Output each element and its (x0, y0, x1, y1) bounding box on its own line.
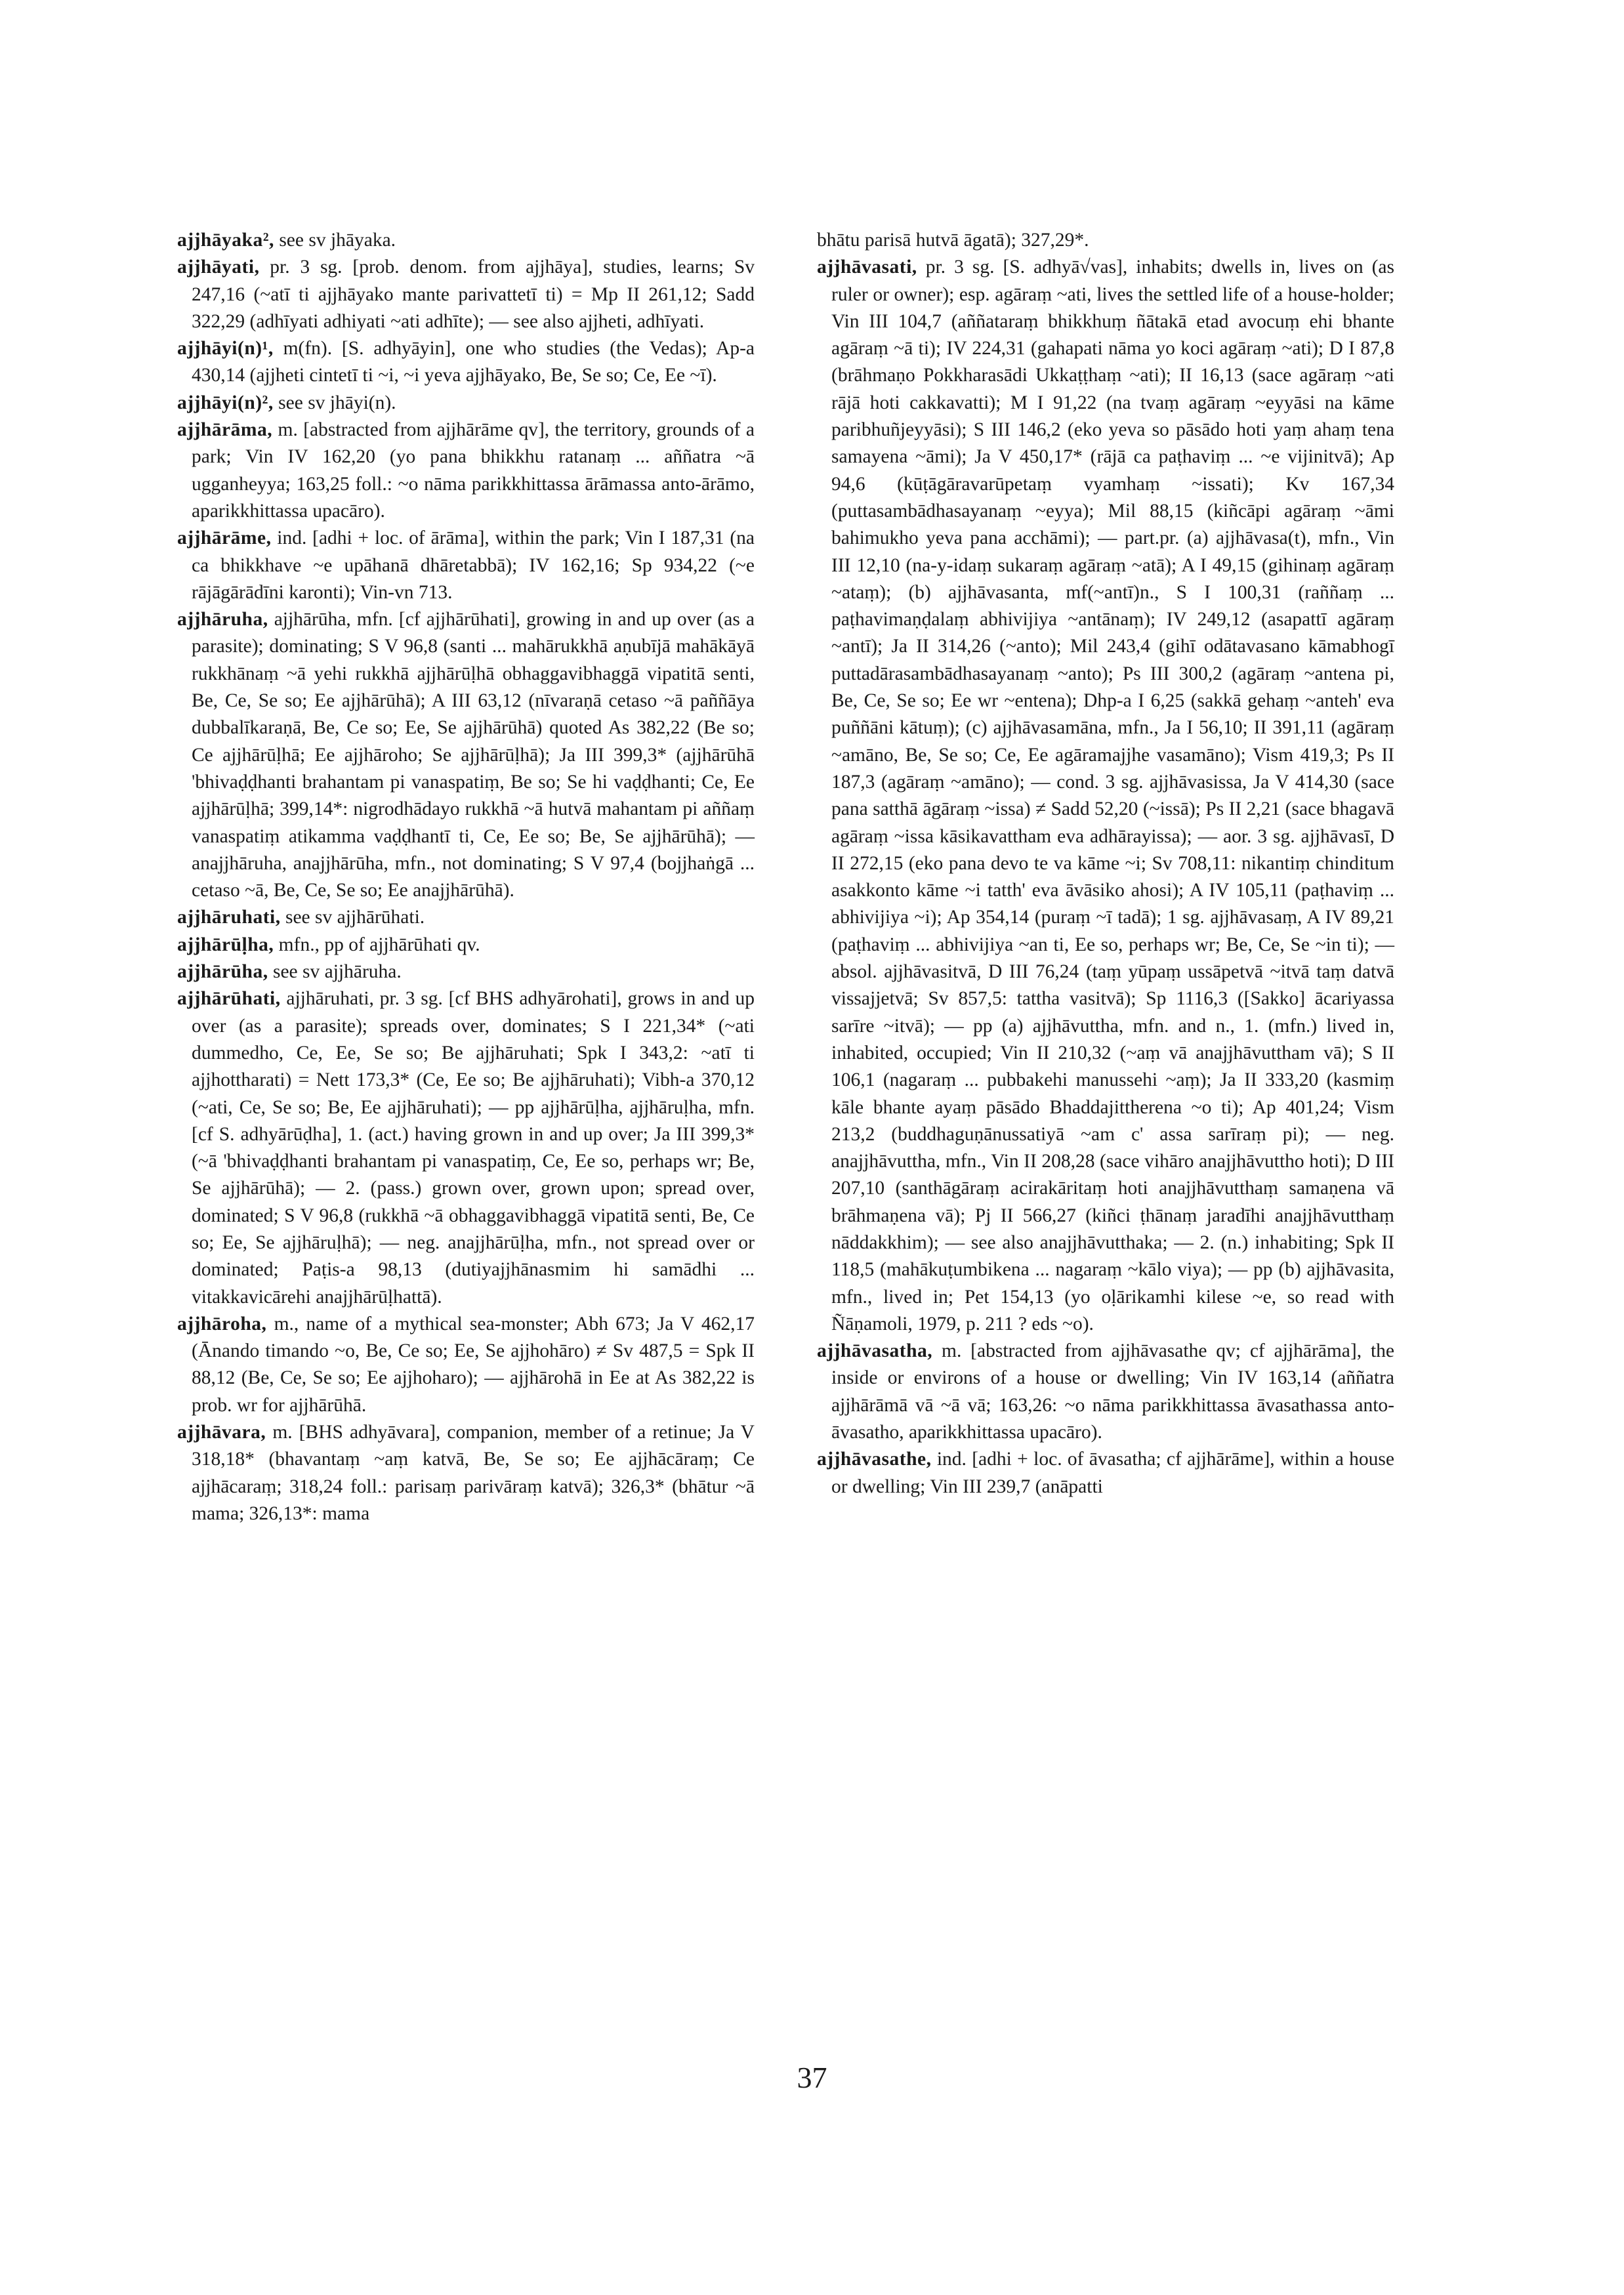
entry-text: m(fn). [S. adhyāyin], one who studies (the Vedas); Ap-a 430,14 (ajjheti cintetī ti ~i, ~i yeva ajjhāyako, Be, Se so; Ce, Ee ~ī). (192, 338, 755, 386)
entry-text: bhātu parisā hutvā āgatā); 327,29*. (817, 230, 1089, 251)
entry-text: see sv ajjhārūhati. (280, 907, 425, 928)
headword: ajjhāruhati, (177, 907, 281, 928)
dictionary-entry (177, 254, 755, 335)
entry-text: see sv jhāyi(n). (273, 392, 396, 413)
left-column (177, 227, 755, 1527)
headword: ajjhārūḷha, (177, 934, 274, 955)
headword: ajjhāroha, (177, 1313, 267, 1334)
headword: ajjhāvasati, (817, 257, 917, 278)
dictionary-entry (817, 1338, 1394, 1446)
right-column (817, 227, 1394, 1500)
dictionary-entry (177, 1311, 755, 1419)
entry-text: m. [BHS adhyāvara], companion, member of a retinue; Ja V 318,18* (bhavantaṃ ~aṃ katvā, Be, Se so; Ee ajjhācāraṃ; Ce ajjhācaraṃ; 318,24 foll.: parisaṃ parivāraṃ katvā); 326,3* (bhātur ~ā mama; 326,13*: mama (192, 1422, 755, 1524)
entry-text: mfn., pp of ajjhārūhati qv. (274, 934, 480, 955)
dictionary-entry (177, 606, 755, 904)
dictionary-entry (177, 390, 755, 417)
entry-text: m., name of a mythical sea-monster; Abh 673; Ja V 462,17 (Ānando timando ~o, Be, Ce so; Ee, Se ajjhohāro) ≠ Sv 487,5 = Spk II 88,12 (Be, Ce, Se so; Ee ajjhoharo); — ajjhārohā in Ee at As 382,22 is prob. wr for ajjhārūhā. (192, 1313, 755, 1416)
headword: ajjhāyi(n)², (177, 392, 274, 413)
headword: ajjhārāma, (177, 419, 273, 441)
entry-text: ind. [adhi + loc. of ārāma], within the park; Vin I 187,31 (na ca bhikkhave ~e upāhanā dhāretabbā); IV 162,16; Sp 934,22 (~e rājāgārādīni karonti); Vin-vn 713. (192, 527, 755, 603)
dictionary-entry (177, 417, 755, 525)
headword: ajjhāvasatha, (817, 1340, 933, 1362)
dictionary-entry (177, 335, 755, 390)
entry-text: m. [abstracted from ajjhārāme qv], the territory, grounds of a park; Vin IV 162,20 (yo pana bhikkhu ratanaṃ ... aññatra ~ā ugganheyya; 163,25 foll.: ~o nāma parikkhittassa ārāmassa anto-ārāmo, aparikkhittassa upacāro). (192, 419, 755, 522)
headword: ajjhāvasathe, (817, 1449, 932, 1470)
entry-text: see sv ajjhāruha. (268, 961, 402, 983)
dictionary-entry (177, 1419, 755, 1527)
dictionary-entry (177, 525, 755, 606)
dictionary-entry-continued (817, 227, 1394, 254)
headword: ajjhāyaka², (177, 230, 274, 251)
page-number: 37 (797, 2061, 827, 2094)
entry-text: ajjhāruhati, pr. 3 sg. [cf BHS adhyārohati], grows in and up over (as a parasite); spreads over, dominates; S I 221,34* (~ati dummedho, Ce, Ee, Se so; Be ajjhāruhati; Spk I 343,2: ~atī ti ajjhottharati) = Nett 173,3* (Ce, Ee so; Be ajjhāruhati); Vibh-a 370,12 (~ati, Ce, Se so; Be, Ee ajjhāruhati); — pp ajjhārūḷha, ajjhāruḷha, mfn. [cf S. adhyārūḍha], 1. (act.) having grown in and up over; Ja III 399,3* (~ā 'bhivaḍḍhanti brahantam pi vanaspatiṃ, Ce, Ee so, perhaps wr; Be, Se ajjhārūhā); — 2. (pass.) grown over, grown upon; spread over, dominated; S V 96,8 (rukkhā ~ā obhaggavibhaggā vipatitā senti, Be, Ce so; Ee, Se ajjhāruḷhā); — neg. anajjhārūḷha, mfn., not spread over or dominated; Paṭis-a 98,13 (dutiyajjhānasmim hi samādhi ... vitakkavicārehi anajjhārūḷhattā). (192, 988, 755, 1308)
entry-text: m. [abstracted from ajjhāvasathe qv; cf ajjhārāma], the inside or environs of a house or dwelling; Vin IV 163,14 (aññatra ajjhārāmā vā ~ā vā; 163,26: ~o nāma parikkhittassa āvasathassa anto-āvasatho, aparikkhittassa upacāro). (831, 1340, 1394, 1443)
headword: ajjhārūha, (177, 961, 268, 983)
headword: ajjhāvara, (177, 1422, 266, 1443)
headword: ajjhāyati, (177, 257, 260, 278)
dictionary-entry (177, 904, 755, 931)
dictionary-entry (817, 254, 1394, 1338)
headword: ajjhāruha, (177, 609, 268, 631)
headword: ajjhārāme, (177, 527, 272, 549)
entry-text: pr. 3 sg. [prob. denom. from ajjhāya], studies, learns; Sv 247,16 (~atī ti ajjhāyako mante parivattetī ti) = Mp II 261,12; Sadd 322,29 (adhīyati adhiyati ~ati adhīte); — see also ajjheti, adhīyati. (192, 257, 755, 332)
dictionary-entry (177, 985, 755, 1311)
entry-text: see sv jhāyaka. (274, 230, 396, 251)
dictionary-entry (817, 1446, 1394, 1500)
entry-text: ajjhārūha, mfn. [cf ajjhārūhati], growing in and up over (as a parasite); dominating; S V 96,8 (santi ... mahārukkhā aṇubījā mahākāyā rukkhānaṃ ~ā yehi rukkhā ajjhārūḷhā obhaggavibhaggā vipatitā senti, Be, Ce, Se so; Ee ajjhārūhā); A III 63,12 (nīvaraṇā cetaso ~ā paññāya dubbalīkaraṇā, Be, Ce so; Ee, Se ajjhārūhā) quoted As 382,22 (Be so; Ce ajjhārūḷhā; Ee ajjhāroho; Se ajjhārūḷhā); Ja III 399,3* (ajjhārūhā 'bhivaḍḍhanti brahantam pi vanaspatiṃ, Be so; Se hi vaḍḍhanti; Ce, Ee ajjhārūḷhā; 399,14*: nigrodhādayo rukkhā ~ā hutvā mahantam pi aññaṃ vanaspatiṃ atikamma vaḍḍhantī ti, Ce, Ee so; Be, Se ajjhārūhā); — anajjhāruha, anajjhārūha, mfn., not dominating; S V 97,4 (bojjhaṅgā ... cetaso ~ā, Be, Ce, Se so; Ee anajjhārūhā). (192, 609, 755, 901)
dictionary-entry (177, 932, 755, 959)
entry-text: pr. 3 sg. [S. adhyā√vas], inhabits; dwells in, lives on (as ruler or owner); esp. agāraṃ ~ati, lives the settled life of a house-holder; Vin III 104,7 (aññataraṃ bhikkhuṃ ñātakā etad avocuṃ ehi bhante agāraṃ ~ā ti); IV 224,31 (gahapati nāma yo koci agāraṃ ~ati); D I 87,8 (brāhmaṇo Pokkharasādi Ukkaṭṭhaṃ ~ati); II 16,13 (sace agāraṃ ~ati rājā hoti cakkavatti); M I 91,22 (na tvaṃ agāraṃ ~eyyāsi na kāme paribhuñjeyyāsi); S III 146,2 (eko yeva so pāsādo hoti yaṃ ahaṃ tena samayena ~āmi); Ja V 450,17* (rājā ca paṭhaviṃ ... ~e vijinitvā); Ap 94,6 (kūṭāgāravarūpetaṃ vyamhaṃ ~issati); Kv 167,34 (puttasambādhasayanaṃ ~eyya); Mil 88,15 (kiñcāpi agāraṃ ~āmi bahimukho yeva pana acchāmi); — part.pr. (a) ajjhāvasa(t), mfn., Vin III 12,10 (na-y-idaṃ sukaraṃ agāraṃ ~atā); A I 49,15 (gihinaṃ agāraṃ ~ataṃ); (b) ajjhāvasanta, mf(~antī)n., S I 100,31 (raññaṃ ... paṭhavimaṇḍalaṃ abhivijiya ~antānaṃ); IV 249,12 (asapattī agāraṃ ~antī); Ja II 314,26 (~anto); Mil 243,4 (gihī odātavasano kāmabhogī puttadārasambādhasayanaṃ ~anto); Ps III 300,2 (agāraṃ ~antena pi, Be, Ce, Se so; Ee wr ~entena); Dhp-a I 6,25 (sakkā gehaṃ ~anteh' eva puññāni kātuṃ); (c) ajjhāvasamāna, mfn., Ja I 56,10; II 391,11 (agāraṃ ~amāno, Be, Se so; Ce, Ee agāramajjhe vasamāno); Vism 419,3; Ps II 187,3 (agāraṃ ~amāno); — cond. 3 sg. ajjhāvasissa, Ja V 414,30 (sace pana satthā āgāraṃ ~issa) ≠ Sadd 52,20 (~issā); Ps II 2,21 (sace bhagavā agāraṃ ~issa kāsikavattham eva adhārayissa); — aor. 3 sg. ajjhāvasī, D II 272,15 (eko pana devo te va kāme ~i; Sv 708,11: nikantiṃ chinditum asakkonto kāme ~i tatth' eva āvāsiko ahosi); A IV 105,11 (paṭhaviṃ ... abhivijiya ~i); Ap 354,14 (puraṃ ~ī tadā); 1 sg. ajjhāvasaṃ, A IV 89,21 (paṭhaviṃ ... abhivijiya ~an ti, Ee so, perhaps wr; Be, Ce, Se ~in ti); — absol. ajjhāvasitvā, D III 76,24 (taṃ yūpaṃ ussāpetvā ~itvā taṃ datvā vissajjetvā; Sv 857,5: tattha vasitvā); Sp 1116,3 ([Sakko] ācariyassa sarīre ~itvā); — pp (a) ajjhāvuttha, mfn. and n., 1. (mfn.) lived in, inhabited, occupied; Vin II 210,32 (~aṃ vā anajjhāvuttham vā); S II 106,1 (nagaraṃ ... pubbakehi manussehi ~aṃ); Ja II 333,20 (kasmiṃ kāle bhante ayaṃ pāsādo Bhaddajittherena ~o ti); Ap 401,24; Vism 213,2 (buddhaguṇānussatiyā ~am c' assa sarīraṃ pi); — neg. anajjhāvuttha, mfn., Vin II 208,28 (sace vihāro anajjhāvuttho hoti); D III 207,10 (santhāgāraṃ acirakāritaṃ hoti anajjhāvutthaṃ samaṇena vā brāhmaṇena vā); Pj II 566,27 (kiñci ṭhānaṃ jaradīhi anajjhāvutthaṃ nāddakkhim); — see also anajjhāvutthaka; — 2. (n.) inhabiting; Spk II 118,5 (mahākuṭumbikena ... nagaraṃ ~kālo viya); — pp (b) ajjhāvasita, mfn., lived in; Pet 154,13 (yo oḷārikamhi kilese ~e, so read with Ñāṇamoli, 1979, p. 211 ? eds ~o). (831, 257, 1394, 1334)
headword: ajjhāyi(n)¹, (177, 338, 274, 360)
dictionary-entry (177, 227, 755, 254)
entry-text: ind. [adhi + loc. of āvasatha; cf ajjhārāme], within a house or dwelling; Vin III 239,7 (anāpatti (831, 1449, 1394, 1497)
dictionary-entry (177, 959, 755, 985)
headword: ajjhārūhati, (177, 988, 281, 1010)
